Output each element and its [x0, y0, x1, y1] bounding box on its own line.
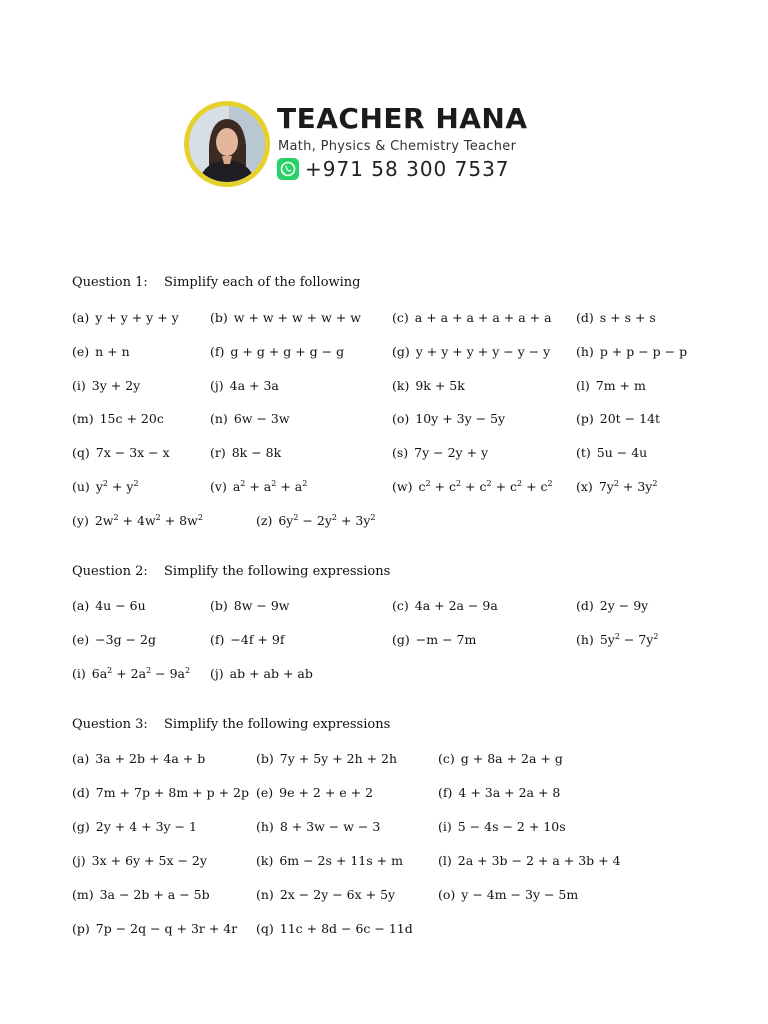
item-label: (w) [392, 479, 413, 494]
q3-item-q [256, 921, 413, 936]
q1-item-j [210, 378, 279, 393]
expression: 7p − 2q − q + 3r + 4r [95, 921, 238, 936]
expression: y + y + y + y [95, 310, 179, 325]
expression: 4u − 6u [95, 598, 146, 613]
q3-item-h [256, 819, 380, 834]
item-label: (e) [72, 632, 90, 647]
expression: $y^2 + y^2$ [95, 479, 139, 494]
expression: n + n [95, 344, 130, 359]
item-label: (y) [72, 513, 89, 528]
expression: 9k + 5k [415, 378, 465, 393]
q1-item-e [72, 344, 130, 359]
item-label: (t) [576, 445, 591, 460]
expression: $6a^2 + 2a^2 - 9a^2$ [91, 666, 191, 681]
expression: 15c + 20c [99, 411, 164, 426]
item-label: (j) [210, 378, 224, 393]
q2-item-h [576, 632, 658, 647]
question-number: Question 2: [72, 564, 148, 579]
q1-item-n [210, 411, 290, 426]
item-label: (q) [256, 921, 274, 936]
expression: $2w^2 + 4w^2 + 8w^2$ [94, 513, 203, 528]
q3-item-d [72, 785, 249, 800]
q1-item-o [392, 411, 505, 426]
q3-item-j [72, 853, 207, 868]
q1-item-x [576, 479, 657, 494]
item-label: (b) [210, 310, 228, 325]
item-label: (d) [576, 598, 594, 613]
expression: 5 − 4s − 2 + 10s [457, 819, 566, 834]
q1-item-u [72, 479, 139, 494]
q3-item-k [256, 853, 403, 868]
teacher-name: TEACHER HANA [277, 102, 528, 135]
item-label: (i) [72, 666, 86, 681]
expression: y − 4m − 3y − 5m [461, 887, 579, 902]
q1-item-h [576, 344, 687, 359]
item-label: (z) [256, 513, 273, 528]
phone-number: +971 58 300 7537 [305, 157, 510, 181]
q3-item-a [72, 751, 205, 766]
expression: 3a − 2b + a − 5b [99, 887, 210, 902]
item-label: (k) [256, 853, 274, 868]
item-label: (n) [210, 411, 228, 426]
expression: 2x − 2y − 6x + 5y [279, 887, 396, 902]
q1-item-k [392, 378, 465, 393]
expression: 3a + 2b + 4a + b [95, 751, 206, 766]
q3-item-m [72, 887, 210, 902]
q2-item-e [72, 632, 156, 647]
q1-item-l [576, 378, 646, 393]
item-label: (c) [392, 310, 409, 325]
item-label: (a) [72, 751, 90, 766]
question-instruction: Simplify each of the following [164, 275, 361, 290]
item-label: (d) [72, 785, 90, 800]
expression: 7m + m [595, 378, 646, 393]
q1-item-q [72, 445, 170, 460]
q3-item-i [438, 819, 566, 834]
expression: 5u − 4u [596, 445, 648, 460]
q1-item-p [576, 411, 660, 426]
item-label: (o) [392, 411, 410, 426]
q2-item-i [72, 666, 190, 681]
expression: w + w + w + w + w [233, 310, 361, 325]
item-label: (q) [72, 445, 90, 460]
expression: $c^2 + c^2 + c^2 + c^2 + c^2$ [418, 479, 553, 494]
item-label: (f) [210, 632, 225, 647]
expression: ab + ab + ab [229, 666, 313, 681]
q2-item-d [576, 598, 648, 613]
q3-item-c [438, 751, 563, 766]
item-label: (u) [72, 479, 90, 494]
item-label: (c) [392, 598, 409, 613]
item-label: (i) [438, 819, 452, 834]
q1-item-v [210, 479, 307, 494]
item-label: (n) [256, 887, 274, 902]
expression: $7y^2 + 3y^2$ [598, 479, 658, 494]
q3-item-f [438, 785, 560, 800]
expression: $5y^2 - 7y^2$ [599, 632, 659, 647]
q2-item-j [210, 666, 313, 681]
teacher-subtitle: Math, Physics & Chemistry Teacher [278, 139, 517, 154]
expression: $6y^2 - 2y^2 + 3y^2$ [278, 513, 376, 528]
q3-item-n [256, 887, 395, 902]
item-label: (h) [576, 344, 594, 359]
expression: 8 + 3w − w − 3 [279, 819, 381, 834]
question-3-heading [72, 717, 390, 732]
q3-item-p [72, 921, 237, 936]
question-1-heading [72, 275, 361, 290]
q2-item-b [210, 598, 290, 613]
expression: s + s + s [599, 310, 656, 325]
item-label: (j) [210, 666, 224, 681]
q1-item-b [210, 310, 361, 325]
item-label: (b) [210, 598, 228, 613]
q1-item-z [256, 513, 376, 528]
q2-item-f [210, 632, 284, 647]
item-label: (c) [438, 751, 455, 766]
expression: a + a + a + a + a + a [414, 310, 552, 325]
item-label: (a) [72, 310, 90, 325]
expression: 20t − 14t [599, 411, 661, 426]
q1-item-y [72, 513, 203, 528]
q1-item-g [392, 344, 550, 359]
q1-item-a [72, 310, 179, 325]
expression: 2y − 9y [599, 598, 649, 613]
expression: −m − 7m [415, 632, 477, 647]
expression: $a^2 + a^2 + a^2$ [232, 479, 308, 494]
expression: 8k − 8k [231, 445, 282, 460]
item-label: (r) [210, 445, 226, 460]
item-label: (l) [576, 378, 590, 393]
item-label: (p) [72, 921, 90, 936]
q2-item-c [392, 598, 498, 613]
item-label: (o) [438, 887, 456, 902]
q3-item-b [256, 751, 397, 766]
q1-item-d [576, 310, 656, 325]
expression: g + g + g + g − g [230, 344, 345, 359]
expression: 7y − 2y + y [414, 445, 489, 460]
expression: 4 + 3a + 2a + 8 [458, 785, 561, 800]
expression: 4a + 2a − 9a [414, 598, 498, 613]
expression: p + p − p − p [599, 344, 688, 359]
expression: 11c + 8d − 6c − 11d [279, 921, 413, 936]
expression: 2y + 4 + 3y − 1 [95, 819, 197, 834]
expression: 2a + 3b − 2 + a + 3b + 4 [457, 853, 621, 868]
whatsapp-icon [277, 158, 299, 180]
q3-item-o [438, 887, 578, 902]
expression: 6m − 2s + 11s + m [279, 853, 403, 868]
expression: 8w − 9w [233, 598, 290, 613]
item-label: (g) [392, 344, 410, 359]
expression: −4f + 9f [230, 632, 285, 647]
q1-item-s [392, 445, 488, 460]
item-label: (x) [576, 479, 593, 494]
item-label: (j) [72, 853, 86, 868]
expression: −3g − 2g [95, 632, 156, 647]
item-label: (m) [72, 887, 94, 902]
expression: 3y + 2y [91, 378, 141, 393]
question-number: Question 3: [72, 717, 148, 732]
item-label: (p) [576, 411, 594, 426]
item-label: (i) [72, 378, 86, 393]
item-label: (b) [256, 751, 274, 766]
expression: 9e + 2 + e + 2 [279, 785, 374, 800]
item-label: (g) [392, 632, 410, 647]
q3-item-e [256, 785, 373, 800]
avatar-photo [184, 101, 270, 187]
question-2-heading [72, 564, 390, 579]
phone-contact[interactable] [277, 157, 510, 181]
q1-item-t [576, 445, 647, 460]
item-label: (h) [256, 819, 274, 834]
q1-item-f [210, 344, 344, 359]
item-label: (a) [72, 598, 90, 613]
q3-item-l [438, 853, 621, 868]
expression: 4a + 3a [229, 378, 279, 393]
item-label: (k) [392, 378, 410, 393]
q1-item-c [392, 310, 552, 325]
q3-item-g [72, 819, 197, 834]
expression: 7y + 5y + 2h + 2h [279, 751, 398, 766]
item-label: (f) [438, 785, 453, 800]
item-label: (f) [210, 344, 225, 359]
item-label: (g) [72, 819, 90, 834]
q1-item-r [210, 445, 281, 460]
q1-item-w [392, 479, 553, 494]
item-label: (s) [392, 445, 409, 460]
expression: g + 8a + 2a + g [460, 751, 563, 766]
item-label: (l) [438, 853, 452, 868]
item-label: (e) [72, 344, 90, 359]
q2-item-a [72, 598, 146, 613]
expression: y + y + y + y − y − y [415, 344, 551, 359]
q2-item-g [392, 632, 476, 647]
q1-item-i [72, 378, 140, 393]
expression: 10y + 3y − 5y [415, 411, 506, 426]
expression: 6w − 3w [233, 411, 290, 426]
item-label: (e) [256, 785, 274, 800]
item-label: (m) [72, 411, 94, 426]
question-instruction: Simplify the following expressions [164, 564, 391, 579]
expression: 7m + 7p + 8m + p + 2p [95, 785, 249, 800]
expression: 7x − 3x − x [95, 445, 170, 460]
item-label: (d) [576, 310, 594, 325]
teacher-header [182, 100, 552, 182]
question-instruction: Simplify the following expressions [164, 717, 391, 732]
question-number: Question 1: [72, 275, 148, 290]
item-label: (v) [210, 479, 227, 494]
q1-item-m [72, 411, 164, 426]
expression: 3x + 6y + 5x − 2y [91, 853, 207, 868]
item-label: (h) [576, 632, 594, 647]
